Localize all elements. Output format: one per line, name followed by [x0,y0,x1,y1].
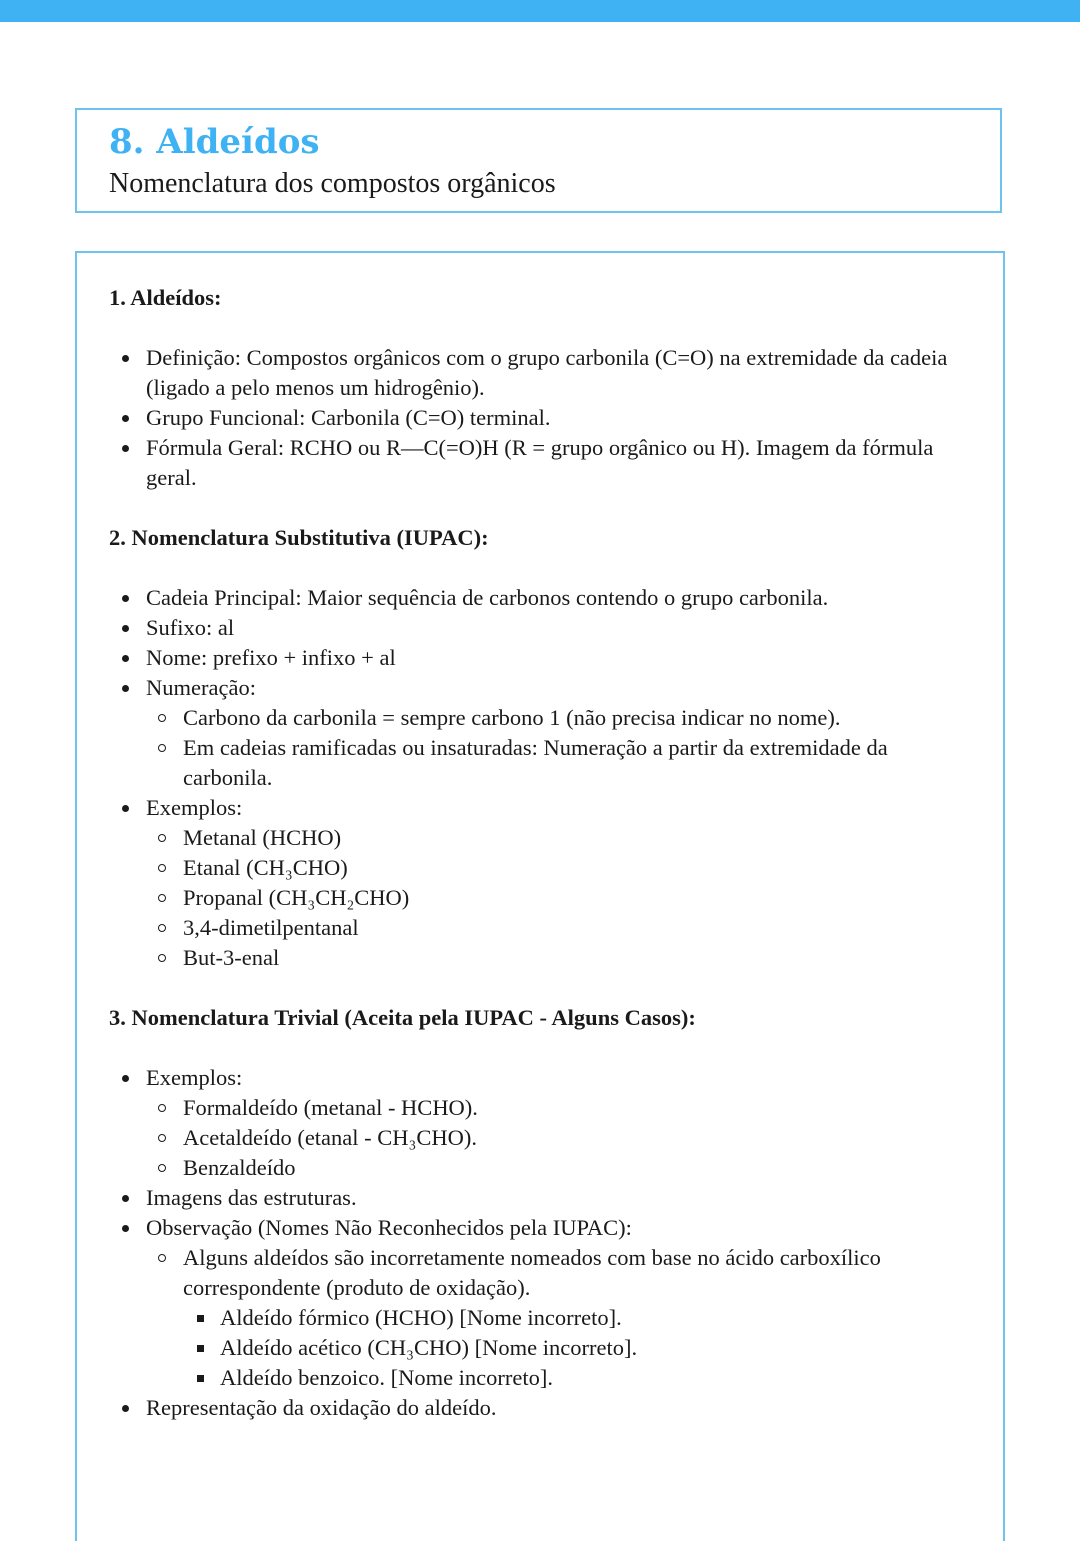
list-item: Sufixo: al [109,613,979,643]
trivial-list [109,1063,979,1423]
sublist-item: Aldeído benzoico. [Nome incorreto]. [183,1363,979,1393]
sublist-item: Etanal (CH₃CHO) [146,853,979,883]
sublist-item: 3,4-dimetilpentanal [146,913,979,943]
content-box [75,251,1005,1541]
list-item-exemplos [109,793,979,973]
sublist-item: Carbono da carbonila = sempre carbono 1 (não precisa indicar no nome). [146,703,979,733]
sublist-item [146,1243,979,1393]
list-item: Representação da oxidação do aldeído. [109,1393,979,1423]
sublist-item: Aldeído acético (CH₃CHO) [Nome incorreto]. [183,1333,979,1363]
sublist-item: Propanal (CH₃CH₂CHO) [146,883,979,913]
list-item: Imagens das estruturas. [109,1183,979,1213]
trivial-exemplos-sublist [146,1093,979,1183]
sublist-item: Formaldeído (metanal - HCHO). [146,1093,979,1123]
numeracao-sublist [146,703,979,793]
observacao-text: Alguns aldeídos são incorretamente nomeados com base no ácido carboxílico correspondente (produto de oxidação). [183,1245,881,1300]
page-subtitle: Nomenclatura dos compostos orgânicos [109,168,556,199]
sublist-item: But-3-enal [146,943,979,973]
exemplos-sublist [146,823,979,973]
list-item: Nome: prefixo + infixo + al [109,643,979,673]
list-item-exemplos [109,1063,979,1183]
list-item-numeracao [109,673,979,793]
page-title: 8. Aldeídos [109,122,320,162]
list-item-label: Numeração: [146,675,256,700]
sublist-item: Benzaldeído [146,1153,979,1183]
list-item: Definição: Compostos orgânicos com o grupo carbonila (C=O) na extremidade da cadeia (ligado a pelo menos um hidrogênio). [109,343,979,403]
sublist-item: Acetaldeído (etanal - CH₃CHO). [146,1123,979,1153]
aldeidos-list [109,343,979,493]
substitutiva-list [109,583,979,973]
top-accent-bar [0,0,1080,22]
sublist-item: Aldeído fórmico (HCHO) [Nome incorreto]. [183,1303,979,1333]
header-box [75,108,1002,213]
list-item: Cadeia Principal: Maior sequência de carbonos contendo o grupo carbonila. [109,583,979,613]
list-item: Grupo Funcional: Carbonila (C=O) terminal. [109,403,979,433]
list-item-label: Exemplos: [146,795,243,820]
section-heading-trivial: 3. Nomenclatura Trivial (Aceita pela IUPAC - Alguns Casos): [109,1005,696,1030]
section-heading-substitutiva: 2. Nomenclatura Substitutiva (IUPAC): [109,525,489,550]
sublist-item: Metanal (HCHO) [146,823,979,853]
content [109,283,979,1423]
list-item-observacao [109,1213,979,1393]
list-item: Fórmula Geral: RCHO ou R—C(=O)H (R = grupo orgânico ou H). Imagem da fórmula geral. [109,433,979,493]
list-item-label: Exemplos: [146,1065,243,1090]
incorretos-sublist [183,1303,979,1393]
list-item-label: Observação (Nomes Não Reconhecidos pela IUPAC): [146,1215,632,1240]
observacao-sublist [146,1243,979,1393]
sublist-item: Em cadeias ramificadas ou insaturadas: Numeração a partir da extremidade da carbonila. [146,733,979,793]
section-heading-aldeidos: 1. Aldeídos: [109,285,222,310]
